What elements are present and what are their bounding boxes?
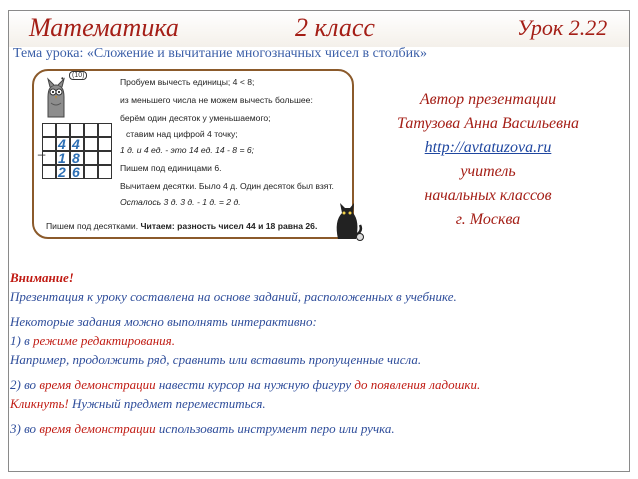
author-block bbox=[360, 88, 616, 232]
worksheet-card bbox=[32, 69, 354, 239]
worksheet-line: берём один десяток у уменьшаемого; bbox=[120, 113, 271, 123]
note-paragraph: Презентация к уроку составлена на основе заданий, расположенных в учебнике. bbox=[10, 289, 457, 304]
edit-mode-highlight: режиме редактирования. bbox=[32, 333, 175, 348]
worksheet-line: из меньшего числа не можем вычесть большее: bbox=[120, 95, 313, 105]
note-paragraph: Например, продолжить ряд, сравнить или вставить пропущенные числа. bbox=[10, 352, 422, 367]
grade-title: 2 класс bbox=[295, 13, 375, 42]
minuend-tens-digit: 4 bbox=[58, 136, 66, 152]
attention-heading: Внимание! bbox=[10, 270, 74, 285]
subject-title: Математика bbox=[29, 13, 179, 42]
borrow-dot: • bbox=[61, 74, 64, 83]
worksheet-line: Пишем под единицами 6. bbox=[120, 163, 222, 173]
borrow-ten-marker: (10) bbox=[69, 71, 87, 80]
owl-icon bbox=[42, 77, 70, 119]
author-heading: Автор презентации bbox=[419, 91, 557, 108]
worksheet-final-line bbox=[46, 221, 317, 231]
worksheet-line: 1 д. и 4 ед. - это 14 ед. 14 - 8 = 6; bbox=[120, 145, 255, 155]
worksheet-line: Пробуем вычесть единицы; 4 < 8; bbox=[120, 77, 255, 87]
author-name: Татузова Анна Васильевна bbox=[397, 115, 579, 132]
final-prefix: Пишем под десятками. bbox=[46, 221, 139, 231]
worksheet-line: Осталось 3 д. 3 д. - 1 д. = 2 д. bbox=[120, 197, 241, 207]
subtrahend-tens-digit: 1 bbox=[58, 150, 66, 166]
column-subtraction-grid bbox=[38, 123, 114, 185]
final-answer: Читаем: разность чисел 44 и 18 равна 26. bbox=[140, 221, 318, 231]
worksheet-line: ставим над цифрой 4 точку; bbox=[126, 129, 238, 139]
subtrahend-units-digit: 8 bbox=[72, 150, 80, 166]
note-paragraph: 2) во время демонстрации навести курсор на нужную фигуру до появления ладошки. bbox=[10, 377, 481, 392]
difference-units-digit: 6 bbox=[72, 164, 80, 180]
author-role-detail: начальных классов bbox=[424, 187, 552, 204]
minus-sign: _ bbox=[38, 141, 46, 156]
difference-tens-digit: 2 bbox=[58, 164, 66, 180]
note-paragraph: 1) в режиме редактирования. bbox=[10, 333, 175, 348]
note-paragraph: Некоторые задания можно выполнять интерактивно: bbox=[10, 314, 317, 329]
note-paragraph: Кликнуть! Нужный предмет переместиться. bbox=[10, 396, 266, 411]
author-website-link[interactable]: http://avtatuzova.ru bbox=[424, 139, 552, 156]
author-city: г. Москва bbox=[455, 211, 521, 228]
author-role: учитель bbox=[460, 163, 516, 180]
cat-icon bbox=[330, 191, 364, 241]
minuend-units-digit: 4 bbox=[72, 136, 80, 152]
lesson-number: Урок 2.22 bbox=[517, 15, 608, 40]
lesson-topic: Тема урока: «Сложение и вычитание многозначных чисел в столбик» bbox=[13, 46, 427, 61]
note-paragraph: 3) во время демонстрации использовать инструмент перо или ручка. bbox=[10, 421, 395, 436]
worksheet-line: Вычитаем десятки. Было 4 д. Один десяток был взят. bbox=[120, 181, 334, 191]
instructions-block bbox=[10, 268, 620, 438]
